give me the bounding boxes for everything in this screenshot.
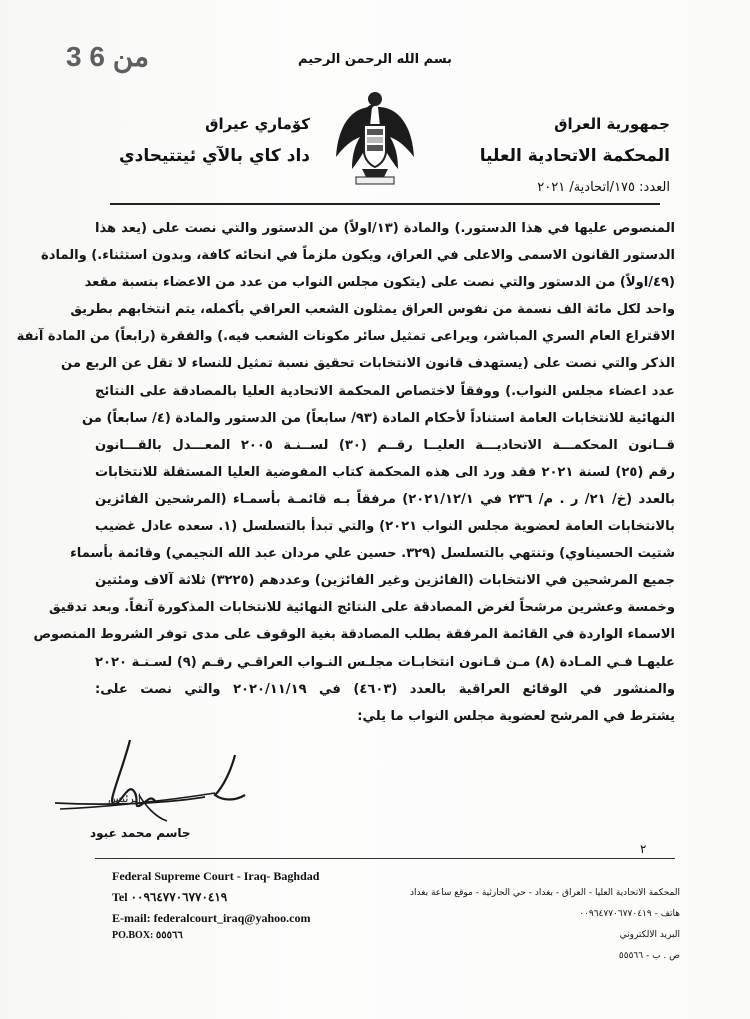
- header-divider: [110, 203, 660, 205]
- body-line: الدستور القانون الاسمى والاعلى في العراق، ويكون ملزماً في انحائه كافة، وبدون استثناء.) والمادة: [41, 248, 675, 264]
- body-line: جميع المرشحين في الانتخابات (الفائزين وغير الفائزين) وعددهم (٣٢٢٥) ثلاثة آلاف ومئتين: [95, 573, 675, 589]
- body-line: الذكر والتي نصت على (يستهدف قانون الانتخابات تحقيق نسبة تمثيل للنساء لا تقل عن الربع من: [61, 356, 675, 372]
- body-line: عليهـا فـي المـادة (٨) مـن قـانون انتخابـات مجلـس النـواب العراقـي رقـم (٩) لسـنـة ٢٠٢٠: [95, 654, 675, 670]
- body-line: رقم (٢٥) لسنة ٢٠٢١ فقد ورد الى هذه المحكمة كتاب المفوضية العليا المستقلة للانتخابات: [95, 464, 675, 480]
- footer-pobox: PO.BOX: ٥٥٥٦٦: [112, 930, 183, 941]
- footer-email: E-mail: federalcourt_iraq@yahoo.com: [112, 911, 311, 925]
- footer-divider: [95, 858, 675, 859]
- footer-arabic: [410, 883, 680, 967]
- body-line: وخمسة وعشرين مرشحاً لغرض المصادقة على النتائج النهائية للانتخابات المذكورة آنفاً. وبعد تدقيق: [48, 600, 675, 616]
- president-title: الرئيس: [108, 792, 141, 805]
- footer-address-arabic: المحكمة الاتحادية العليا - العراق - بغداد - حي الحارثية - موقع ساعة بغداد: [410, 888, 680, 898]
- body-line: عدد اعضاء مجلس النواب.) ووفقاً لاختصاص المحكمة الاتحادية العليا بالمصادقة على النتائج: [95, 383, 675, 399]
- header-court-kurdish: داد كاي بالآي ئيتتيحادي: [119, 146, 310, 166]
- body-line: المنصوص عليها في هذا الدستور.) والمادة (١٣/اولاً) من الدستور والتي نصت على (يعد هذا: [95, 221, 675, 236]
- body-line: (٤٩/اولاً) من الدستور والتي نصت على (يتكون مجلس النواب من عدد من الاعضاء بنسبة مقعد: [84, 275, 675, 291]
- body-line: والمنشور في الوقائع العراقية بالعدد (٤٦٠٣) في ٢٠٢٠/١١/١٩ والتي نصت على:: [95, 681, 675, 697]
- body-line: قــانون المحكمـــة الاتحاديـــة العليــا رقــم (٣٠) لســنـة ٢٠٠٥ المعـــدل بالقـــانون: [95, 437, 676, 453]
- body-line: واحد لكل مائة الف نسمة من نفوس العراق يمثلون الشعب العراقي بأكمله، يتم انتخابهم بطريق: [70, 302, 675, 318]
- iraq-eagle-emblem-icon: [332, 85, 418, 187]
- footer-english: [112, 866, 372, 943]
- footer-telephone: Tel ٠٠٩٦٤٧٧٠٦٧٧٠٤١٩: [112, 890, 228, 904]
- body-line: بالعدد (خ/ ٢١/ ر . م/ ٢٣٦ في ٢٠٢١/١٢/١) مرفقاً بـه قائمـة بأسمـاء (المرشحين الفائزين: [95, 491, 675, 507]
- body-line: بالانتخابات العامة لعضوية مجلس النواب ٢٠٢١) والتي تبدأ بالتسلسل (١. سعده عادل غضيب: [95, 519, 675, 535]
- header-court-arabic: المحكمة الاتحادية العليا: [479, 146, 670, 166]
- header-country-kurdish: كوٚماري عيراق: [205, 115, 310, 133]
- page-number: ٢: [640, 842, 647, 856]
- reference-number: العدد: ١٧٥/اتحادية/ ٢٠٢١: [537, 180, 670, 195]
- body-line: الاسماء الواردة في القائمة المرفقة بطلب المصادقة بغية الوقوف على مدى توفر الشروط المنصوص: [33, 627, 675, 643]
- footer-phone-arabic: هاتف - ٠٠٩٦٤٧٧٠٦٧٧٠٤١٩: [579, 909, 680, 919]
- basmala: بسم الله الرحمن الرحيم: [298, 52, 452, 67]
- body-line: يشترط في المرشح لعضوية مجلس النواب ما يلي:: [357, 708, 675, 724]
- ruling-body-text: [16, 215, 676, 730]
- body-line: الاقتراع العام السري المباشر، ويراعى تمثيل سائر مكونات الشعب فيه.) والفقرة (رابعاً) من المادة آنفة: [16, 329, 675, 345]
- page-counter: 3 من 6: [66, 41, 150, 72]
- body-line: النهائية للانتخابات العامة استناداً لأحكام المادة (٩٣/ سابعاً) من الدستور والمادة (٤/ سابعاً) من: [82, 410, 675, 426]
- footer-pobox-arabic: ص . ب - ٥٥٥٦٦: [618, 951, 680, 961]
- footer-court-name: Federal Supreme Court - Iraq- Baghdad: [112, 869, 320, 883]
- president-name: جاسم محمد عبود: [90, 826, 191, 840]
- header-country-arabic: جمهورية العراق: [554, 115, 670, 133]
- footer-email-arabic: البريد الالكتروني: [619, 930, 680, 940]
- body-line: شتيت الحسيناوي) وتنتهي بالتسلسل (٣٢٩. حسين علي مردان عبد الله النجيمي) وقائمة بأسماء: [70, 546, 675, 562]
